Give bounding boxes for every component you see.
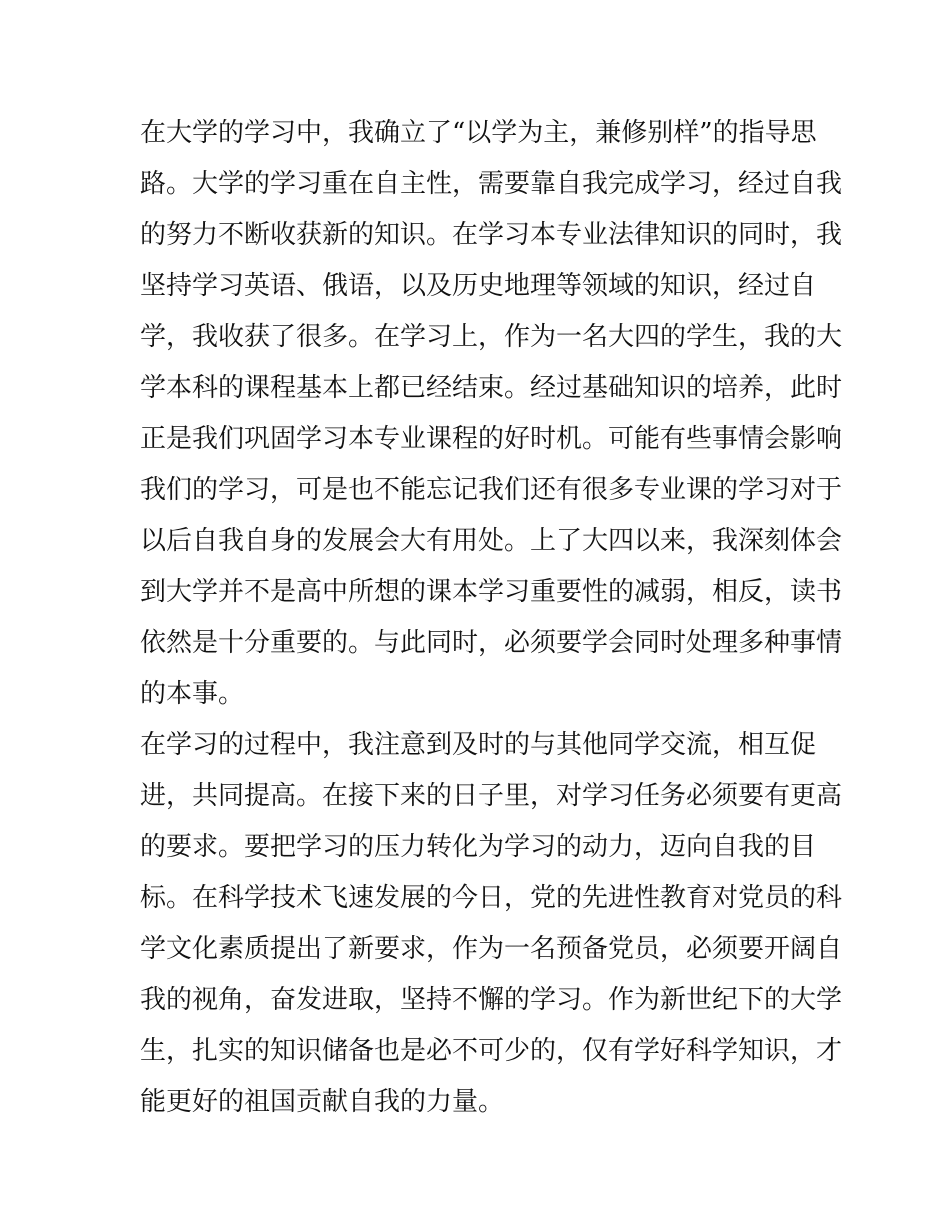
text-line: 路。大学的学习重在自主性，需要靠自我完成学习，经过自我	[140, 169, 843, 199]
text-line: 正是我们巩固学习本专业课程的好时机。可能有些事情会影响	[140, 424, 843, 454]
text-line: 我的视角，奋发进取，坚持不懈的学习。作为新世纪下的大学	[140, 985, 843, 1015]
text-line: 学本科的课程基本上都已经结束。经过基础知识的培养，此时	[140, 373, 843, 403]
text-line: 学文化素质提出了新要求，作为一名预备党员，必须要开阔自	[140, 934, 843, 964]
text-line: 进，共同提高。在接下来的日子里，对学习任务必须要有更高	[140, 781, 843, 811]
text-line: 在大学的学习中，我确立了“以学为主，兼修别样”的指导思	[140, 118, 817, 148]
text-line: 能更好的祖国贡献自我的力量。	[140, 1087, 505, 1117]
text-line: 在学习的过程中，我注意到及时的与其他同学交流，相互促	[140, 730, 817, 760]
text-line: 的本事。	[140, 679, 245, 709]
paragraph-1	[140, 108, 843, 720]
document-body	[140, 108, 843, 1128]
text-line: 生，扎实的知识储备也是必不可少的，仅有学好科学知识，才	[140, 1036, 843, 1066]
text-line: 以后自我自身的发展会大有用处。上了大四以来，我深刻体会	[140, 526, 843, 556]
text-line: 我们的学习，可是也不能忘记我们还有很多专业课的学习对于	[140, 475, 843, 505]
paragraph-2	[140, 720, 843, 1128]
text-line: 标。在科学技术飞速发展的今日，党的先进性教育对党员的科	[140, 883, 843, 913]
text-line: 学，我收获了很多。在学习上，作为一名大四的学生，我的大	[140, 322, 843, 352]
text-line: 到大学并不是高中所想的课本学习重要性的减弱，相反，读书	[140, 577, 843, 607]
text-line: 的努力不断收获新的知识。在学习本专业法律知识的同时，我	[140, 220, 843, 250]
text-line: 坚持学习英语、俄语，以及历史地理等领域的知识，经过自	[140, 271, 817, 301]
text-line: 的要求。要把学习的压力转化为学习的动力，迈向自我的目	[140, 832, 817, 862]
text-line: 依然是十分重要的。与此同时，必须要学会同时处理多种事情	[140, 628, 843, 658]
